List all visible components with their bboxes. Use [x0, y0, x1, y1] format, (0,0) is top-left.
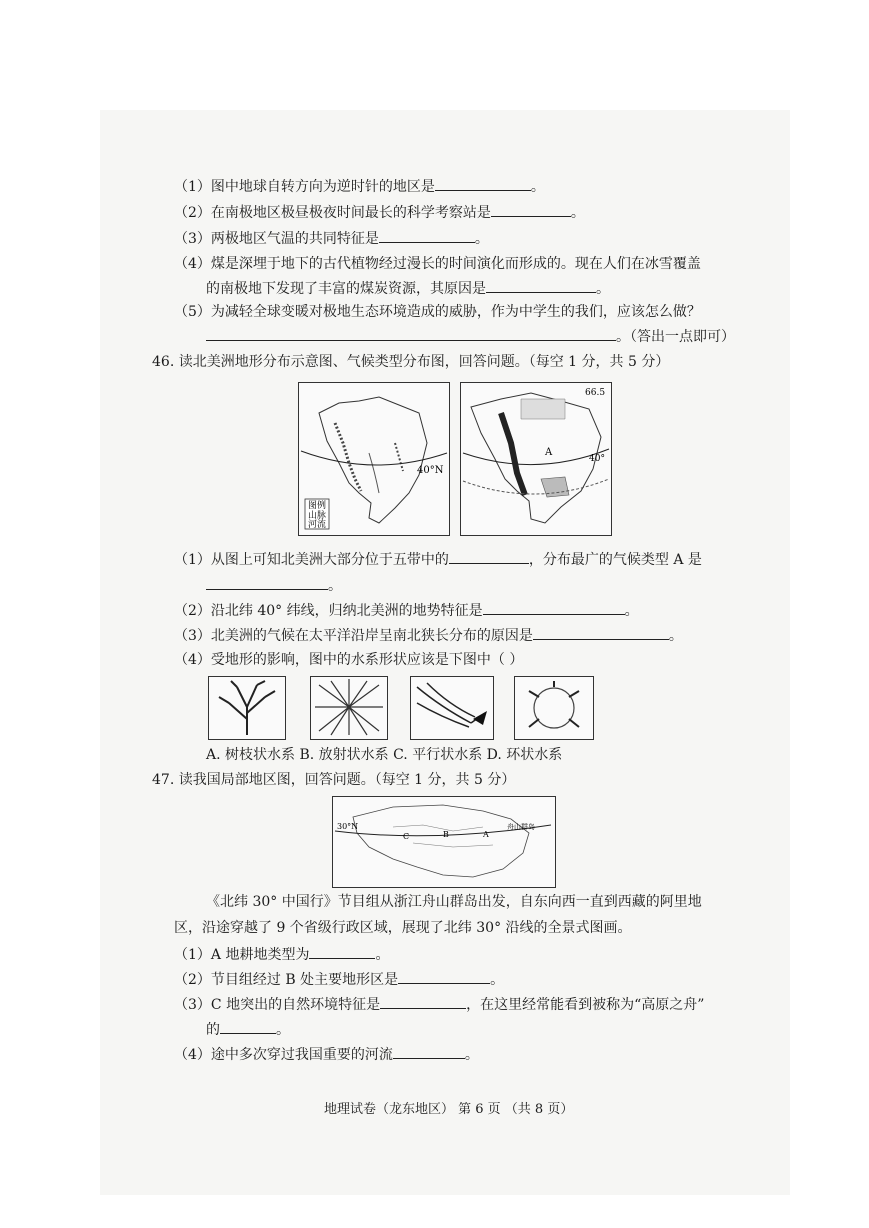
q47-item-3-cont: 的 。 [206, 1019, 290, 1040]
q46-title: 46. 读北美洲地形分布示意图、气候类型分布图，回答问题。（每空 1 分，共 5 分） [152, 354, 670, 370]
answer-blank[interactable] [486, 278, 596, 293]
river-pattern-c [410, 676, 494, 740]
answer-blank[interactable] [379, 228, 475, 243]
q45-item-4: （4）煤是深埋于地下的古代植物经过漫长的时间演化而形成的。现在人们在冰雪覆盖 [174, 256, 701, 272]
q46-item-1-cont: 。 [206, 575, 342, 596]
river-pattern-d [514, 676, 594, 740]
q47-paragraph-2: 区，沿途穿越了 9 个省级行政区域，展现了北纬 30° 沿线的全景式图画。 [174, 920, 632, 936]
q47-item-2: （2）节目组经过 B 处主要地形区是 。 [174, 969, 504, 990]
answer-blank[interactable] [483, 600, 625, 615]
answer-blank[interactable] [206, 326, 616, 341]
answer-blank[interactable] [398, 969, 490, 984]
legend-river: 河流 [308, 520, 327, 530]
answer-blank[interactable] [380, 994, 466, 1009]
answer-blank[interactable] [449, 549, 529, 564]
q47-paragraph-1: 《北纬 30° 中国行》节目组从浙江舟山群岛出发，自东向西一直到西藏的阿里地 [206, 894, 702, 910]
map-point-c: C [403, 832, 410, 841]
climate-region-a: A [545, 447, 553, 458]
north-america-climate-map [460, 382, 612, 536]
q45-item-5: （5）为减轻全球变暖对极地生态环境造成的威胁，作为中学生的我们，应该怎么做？ [174, 304, 701, 320]
lat-label-40: 40° [589, 454, 605, 464]
answer-blank[interactable] [491, 202, 571, 217]
answer-blank[interactable] [393, 1044, 465, 1059]
lat-label-30n: 30°N [337, 822, 359, 831]
river-pattern-b [310, 676, 388, 740]
north-america-terrain-map [298, 382, 450, 536]
map-point-b: B [443, 830, 449, 839]
q45-item-1: （1）图中地球自转方向为逆时针的地区是 。 [174, 176, 545, 197]
q45-item-4-cont: 的南极地下发现了丰富的煤炭资源，其原因是 。 [206, 278, 610, 299]
china-30n-map [332, 796, 556, 888]
legend-title: 图例 [308, 501, 327, 511]
q46-item-1: （1）从图上可知北美洲大部分位于五带中的 ，分布最广的气候类型 A 是 [174, 549, 702, 570]
answer-blank[interactable] [533, 625, 669, 640]
q45-item-2: （2）在南极地区极昼极夜时间最长的科学考察站是 。 [174, 202, 585, 223]
river-pattern-a [208, 676, 286, 740]
answer-blank[interactable] [206, 575, 328, 590]
q45-item-3: （3）两极地区气温的共同特征是 。 [174, 228, 489, 249]
q47-title: 47. 读我国局部地区图，回答问题。（每空 1 分，共 5 分） [152, 772, 516, 788]
q46-item-4: （4）受地形的影响，图中的水系形状应该是下图中（ ） [174, 652, 524, 668]
q45-item-5-cont: 。（答出一点即可） [206, 326, 735, 347]
q47-item-4: （4）途中多次穿过我国重要的河流 。 [174, 1044, 479, 1065]
lat-label-66-5: 66.5 [585, 388, 606, 398]
map-point-a: A [483, 830, 489, 839]
lat-label-40n: 40°N [417, 465, 444, 476]
q46-item-3: （3）北美洲的气候在太平洋沿岸呈南北狭长分布的原因是 。 [174, 625, 683, 646]
page-footer: 地理试卷（龙东地区） 第 6 页 （共 8 页） [324, 1102, 574, 1117]
answer-blank[interactable] [309, 944, 375, 959]
q46-options: A. 树枝状水系 B. 放射状水系 C. 平行状水系 D. 环状水系 [206, 747, 563, 763]
answer-blank[interactable] [220, 1019, 276, 1034]
answer-blank[interactable] [435, 176, 531, 191]
q47-item-3: （3）C 地突出的自然环境特征是 ，在这里经常能看到被称为“高原之舟” [174, 994, 704, 1015]
zhoushan-label: 舟山群岛 [507, 823, 535, 831]
q46-item-2: （2）沿北纬 40° 纬线，归纳北美洲的地势特征是 。 [174, 600, 639, 621]
q47-item-1: （1）A 地耕地类型为 。 [174, 944, 389, 965]
legend-mountain: 山脉 [308, 511, 327, 521]
